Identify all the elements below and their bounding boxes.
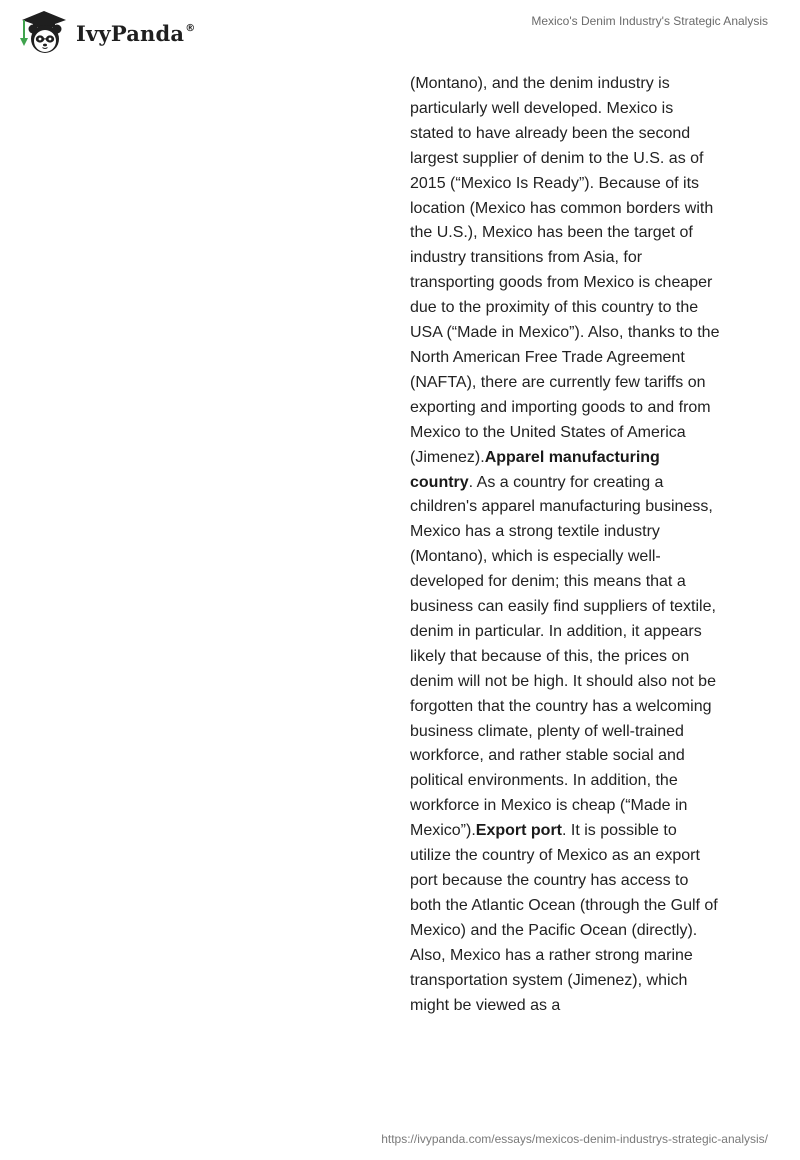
essay-body-text bbox=[410, 72, 720, 1018]
source-url-link[interactable]: https://ivypanda.com/essays/mexicos-denim-industrys-strategic-analysis/ bbox=[381, 1132, 768, 1146]
body-segment-2: . As a country for creating a children's apparel manufacturing business, Mexico has a strong textile industry (Montano), which is especially well-developed for denim; this means that a business can easily find suppliers of textile, denim in particular. In addition, it appears likely that because of this, the prices on denim will not be high. It should also not be forgotten that the country has a welcoming business climate, plenty of well-trained workforce, and rather stable social and political environments. In addition, the workforce in Mexico is cheap (“Made in Mexico”). bbox=[410, 473, 716, 840]
heading-export-port: Export port bbox=[475, 822, 562, 840]
logo-wordmark bbox=[76, 21, 195, 46]
registered-mark: ® bbox=[185, 22, 196, 34]
ivypanda-logo[interactable] bbox=[14, 8, 195, 56]
body-segment-3: . It is possible to utilize the country of Mexico as an export port because the country has access to both the Atlantic Ocean (through the Gulf of Mexico) and the Pacific Ocean (directly). Also, Mexico has a rather strong marine transportation system (Jimenez), which might be viewed as a bbox=[410, 822, 718, 1014]
logo-wordmark-text: IvyPanda bbox=[76, 20, 185, 46]
document-title: Mexico's Denim Industry's Strategic Analysis bbox=[531, 14, 768, 28]
heading-apparel-manufacturing-country: Apparel manufacturing country bbox=[410, 448, 660, 491]
body-segment-1: (Montano), and the denim industry is particularly well developed. Mexico is stated to have already been the second largest supplier of denim to the U.S. as of 2015 (“Mexico Is Ready”). Because of its location (Mexico has common borders with the U.S.), Mexico has been the target of industry transitions from Asia, for transporting goods from Mexico is cheaper due to the proximity of this country to the USA (“Made in Mexico”). Also, thanks to the North American Free Trade Agreement (NAFTA), there are currently few tariffs on exporting and importing goods to and from Mexico to the United States of America (Jimenez). bbox=[410, 75, 720, 466]
panda-graduation-cap-icon bbox=[14, 8, 72, 56]
page-header bbox=[0, 0, 800, 60]
